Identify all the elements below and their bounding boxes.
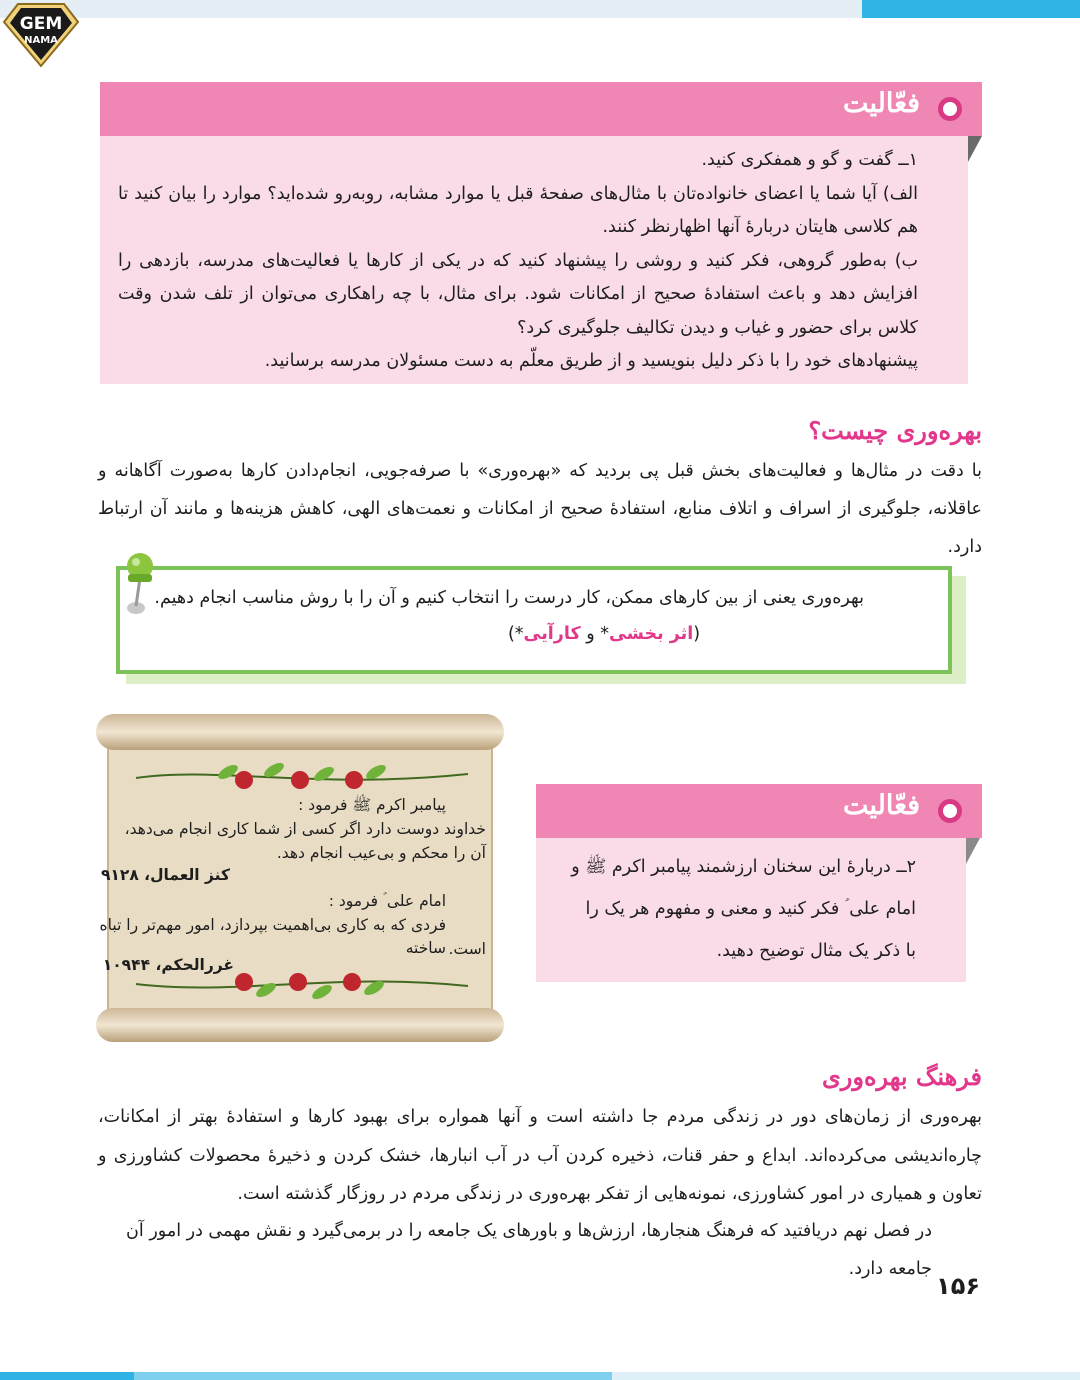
definition-term2: کارآیی [523,624,581,644]
definition-close: ) [507,624,515,644]
section1-title: بهره‌وری چیست؟ [808,416,982,445]
definition-star2: * [514,624,524,644]
definition-open: ( [693,624,701,644]
logo-text-top: GEM [19,14,63,34]
activity2-header [536,784,982,838]
definition-term1: اثر بخشی [608,624,694,644]
activity2-body [536,838,966,982]
hadith1-title: پیامبر اکرم ﷺ فرمود : [298,796,446,814]
activity1-fold [968,136,982,162]
hadith2-source: غررالحکم، ۱۰۹۴۴ [102,956,234,974]
definition-line2 [120,624,948,644]
definition-line1: بهره‌وری یعنی از بین کارهای ممکن، کار درست را انتخاب کنیم و آن را با روش مناسب انجام دهیم. [154,588,864,608]
page-number: ۱۵۶ [936,1272,980,1300]
logo-text-bottom: NAMA [24,35,58,46]
activity1-line: ب) به‌طور گروهی، فکر کنید و روشی را پیشنهاد کنید که در یکی از کارها یا فعالیت‌های مدرسه، بازدهی را افزایش دهد و باعث استفادهٔ صحیح از امکانات شود. برای مثال، با چه راهکاری می‌توان از تلف شدن وقت کلاس برای حضور و غیاب و دیدن تکالیف جلوگیری کرد؟ [118,250,918,338]
bullet-circle-icon [938,97,962,121]
activity1-line: پیشنهادهای خود را با ذکر دلیل بنویسید و از طریق معلّم به دست مسئولان مدرسه برسانید. [264,351,918,371]
hadith2-line1: فردی که به کاری بی‌اهمیت بپردازد، امور مهم‌تر را تباه ساخته [99,916,446,957]
section2-title: فرهنگ بهره‌وری [822,1062,982,1091]
gem-logo-icon [2,2,80,68]
definition-box [116,566,952,674]
activity2-title: فعّالیت [842,790,920,821]
activity1-header [100,82,982,136]
pushpin-icon [114,548,164,618]
section2-paragraph1: بهره‌وری از زمان‌های دور در زندگی مردم جا داشته است و آنها همواره برای بهبود کارها و استفادهٔ بهتر از امکانات، چاره‌اندیشی می‌کرده‌اند. ابداع و حفر قنات، ذخیره کردن آب در آب انبارها، خشک کردن و ذخیرهٔ محصولات کشاورزی و تعاون و همیاری در امور کشاورزی، نمونه‌هایی از تفکر بهره‌وری در زندگی مردم در روزگار گذشته است. [98,1107,982,1204]
bullet-circle-icon [938,799,962,823]
section2-paragraph2: در فصل نهم دریافتید که فرهنگ هنجارها، ارزش‌ها و باورهای یک جامعه را در برمی‌گیرد و نقش مهمی در امور آن جامعه دارد. [126,1221,932,1279]
hadith1-source: کنز العمال، ۹۱۲۸ [100,866,230,884]
activity1-line: الف) آیا شما یا اعضای خانواده‌تان با مثال‌های صفحهٔ قبل یا موارد مشابه، روبه‌رو شده‌اید؟ موارد را بیان کنید تا هم کلاسی هایتان دربارهٔ آنها اظهارنظر کنند. [118,183,918,237]
activity1-body [100,136,968,384]
activity1-text [118,144,918,379]
activity1-title: فعّالیت [842,88,920,119]
definition-and: و [580,624,601,644]
section1-text: با دقت در مثال‌ها و فعالیت‌های بخش قبل پی بردید که «بهره‌وری» با صرفه‌جویی، انجام‌دادن کارها به‌صورت آگاهانه و عاقلانه، جلوگیری از اسراف و اتلاف منابع، استفادهٔ صحیح از امکانات و نعمت‌های الهی، کاهش هزینه‌ها و مانند آن ارتباط دارد. [98,461,982,557]
hadith1-line1: خداوند دوست دارد اگر کسی از شما کاری انجام می‌دهد، [124,820,486,838]
hadith2-line2: است. [448,940,486,958]
activity2-fold [966,838,980,864]
bottom-strip-accent-dark [0,1372,134,1380]
top-strip-accent [862,0,1080,18]
hadith1-line2: آن را محکم و بی‌عیب انجام دهد. [276,844,486,862]
activity1-line: ۱ــ گفت و گو و همفکری کنید. [701,150,918,170]
activity2-text: ۲ــ دربارهٔ این سخنان ارزشمند پیامبر اکرم ﷺ و امام علی ؑ فکر کنید و معنی و مفهوم هر یک را با ذکر یک مثال توضیح دهید. [571,857,916,961]
definition-star1: * [600,624,609,644]
hadith2-title: امام علی ؑ فرمود : [328,892,446,910]
